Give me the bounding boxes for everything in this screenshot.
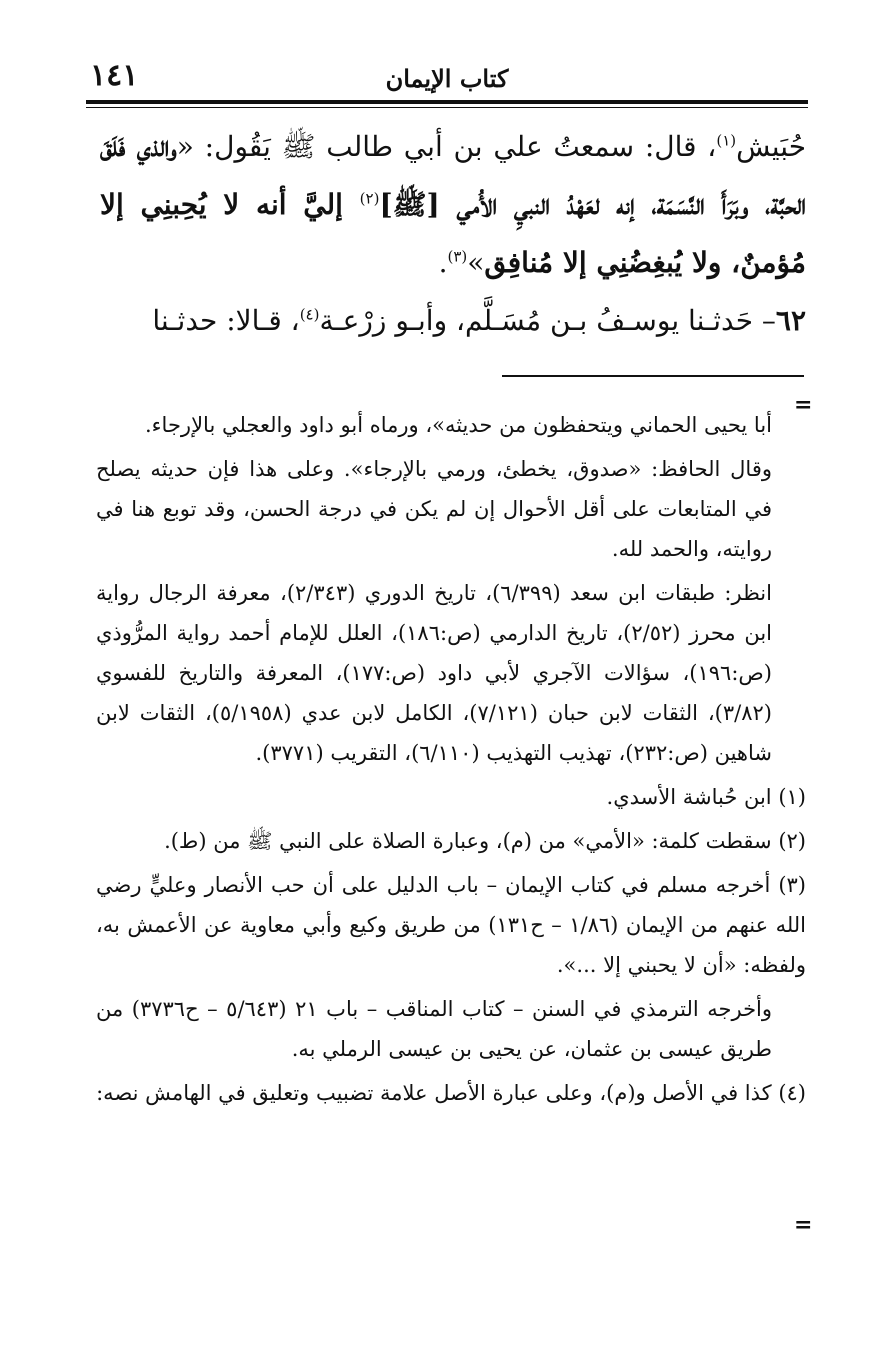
narration-intro: ، قال: سمعتُ علي بن أبي طالب ﷺ يَقُول: « [176,130,717,163]
footnote-ref-3: (٣) [447,247,468,266]
header-rule-thin [86,107,808,108]
sentence-end: . [438,246,448,279]
footnote-separator [502,375,804,377]
footnote-4: (٤) كذا في الأصل و(م)، وعلى عبارة الأصل علامة تضبيب وتعليق في الهامش نصه: [96,1081,806,1105]
hadith-61-text [100,118,806,292]
hadith-62-text [100,292,806,350]
hadith-62-isnad-a: – حَدثـنا يوسـفُ بـن مُسَـلَّم، وأبـو زرْعـة [319,304,776,337]
footnote-continued-2: وقال الحافظ: «صدوق، يخطئ، ورمي بالإرجاء». وعلى هذا فإن حديثه يصلح في المتابعات على أقل الأحوال إن لم يكن في درجة الحسن، وقد توبع هنا في روايته، والحمد لله. [96,457,772,561]
footnote-ref-4: (٤) [299,305,320,324]
hadith-number: ٦٢ [775,304,806,337]
continuation-mark-bottom: = [794,1212,813,1238]
footnote-continued-3: انظر: طبقات ابن سعد (٦/٣٩٩)، تاريخ الدوري (٢/٣٤٣)، معرفة الرجال رواية ابن محرز (٢/٥٢)، تاريخ الدارمي (ص:١٨٦)، العلل للإمام أحمد رواية المرُّوذي (ص:١٩٦)، سؤالات الآجري لأبي داود (ص:١٧٧)، المعرفة والتاريخ للفسوي (٣/٨٢)، الثقات لابن حبان (٧/١٢١)، الكامل لابن عدي (٥/١٩٥٨)، الثقات لابن شاهين (ص:٢٣٢)، تهذيب التهذيب (٦/١١٠)، التقريب (٣٧٧١). [96,581,773,765]
running-title: كتاب الإيمان [385,64,509,93]
footnote-1: (١) ابن حُباشة الأسدي. [606,785,806,809]
footnote-ref-1: (١) [716,131,737,150]
footnote-ref-2: (٢) [359,189,380,208]
header-rule-thick [86,100,808,104]
footnote-continued-1: أبا يحيى الحماني ويتحفظون من حديثه»، ورماه أبو داود والعجلي بالإرجاء. [145,413,772,437]
hadith-62-isnad-b: ، قـالا: حدثـنا [152,304,300,337]
main-text [100,118,806,350]
quote-close: » [467,246,485,279]
narrator-name: حُبَيش [736,130,807,163]
footnote-3-continued: وأخرجه الترمذي في السنن – كتاب المناقب – باب ٢١ (٥/٦٤٣ – ح٣٧٣٦) من طريق عيسى بن عثمان، عن يحيى بن عيسى الرملي به. [96,997,773,1061]
continuation-mark-top: = [794,392,813,418]
footnotes [96,405,806,1117]
hadith-matn-part1: والذي فَلَقَ الحبَّة، وبَرَأَ النَّسَمَة، إنه لعَهْدُ النبيِ الأُمي [ﷺ] [100,130,806,221]
page-number: ١٤١ [90,58,139,93]
hadith-matn-part2: إليَّ أنه لا يُحِبنِي إلا مُؤمنٌ، ولا يُبغِضُنِي إلا مُنافِق [100,188,806,279]
footnote-3: (٣) أخرجه مسلم في كتاب الإيمان – باب الدليل على أن حب الأنصار وعليٍّ رضي الله عنهم من الإيمان (١/٨٦ – ح١٣١) من طريق وكيع وأبي معاوية عن الأعمش به، ولفظه: «أن لا يحبني إلا ...». [96,873,807,977]
footnote-2: (٢) سقطت كلمة: «الأمي» من (م)، وعبارة الصلاة على النبي ﷺ من (ط). [164,829,806,853]
